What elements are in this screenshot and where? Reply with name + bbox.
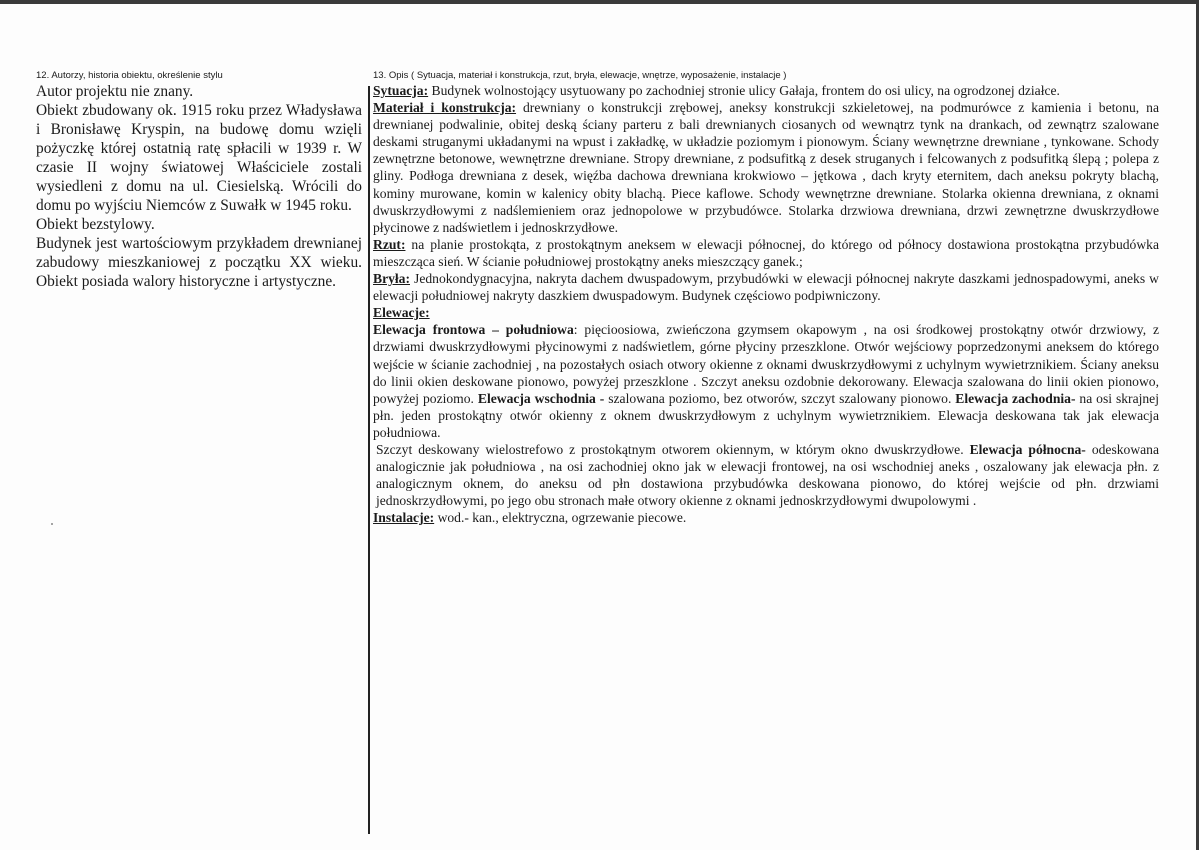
zachodnia-label: Elewacja zachodnia- <box>955 390 1076 406</box>
history-paragraph: Obiekt zbudowany ok. 1915 roku przez Władysława i Bronisławę Kryspin, na budowę domu wzięli pożyczkę której ostatnią ratę spłacili w 1939 r. W czasie II wojny światowej Właściciele zostali wysiedleni z domu na ul. Ciesielską. Wrócili do domu po wyjściu Niemców z Suwałk w 1945 roku. <box>36 102 362 214</box>
instalacje-label: Instalacje: <box>373 510 435 526</box>
bryla-paragraph <box>373 270 1159 304</box>
polnocna-label: Elewacja północna- <box>969 441 1086 457</box>
elewacje-heading <box>373 304 1159 321</box>
sytuacja-label: Sytuacja: <box>373 83 429 98</box>
value-paragraph: Budynek jest wartościowym przykładem drewnianej zabudowy mieszkaniowej z początku XX wieku. Obiekt posiada walory historyczne i artystyczne. <box>36 235 362 290</box>
instalacje-text: wod.- kan., elektryczna, ogrzewanie piecowe. <box>434 510 687 526</box>
sytuacja-paragraph <box>373 82 1159 99</box>
section-12-body <box>36 82 362 291</box>
wschodnia-label: Elewacja wschodnia - <box>477 390 605 406</box>
rzut-paragraph <box>373 236 1159 270</box>
zachodnia-text: na osi skrajnej płn. jeden prostokątny otwór okienny z oknem dwuskrzydłowym z uchylnym wywietrznikiem. Elewacja deskowana tak jak elewacja południowa. <box>373 390 1159 440</box>
instalacje-paragraph <box>373 509 1159 526</box>
scan-top-edge <box>0 0 1199 4</box>
sytuacja-text: Budynek wolnostojący usytuowany po zachodniej stronie ulicy Gałaja, frontem do osi ulicy, na ogrodzonej działce. <box>428 83 1060 98</box>
bryla-text: Jednokondygnacyjna, nakryta dachem dwuspadowym, przybudówki w elewacji północnej nakryte daszkami jednospadowymi, aneks w elewacji południowej nakryty daszkiem dwuspadowym. Budynek częściowo podpiwniczony. <box>373 271 1159 304</box>
elewacje-paragraph <box>373 321 1159 441</box>
section-13-header: 13. Opis ( Sytuacja, materiał i konstrukcja, rzut, bryła, elewacje, wnętrze, wyposażenie, instalacje ) <box>373 70 787 81</box>
style-line: Obiekt bezstylowy. <box>36 216 155 233</box>
elewacje-label: Elewacje: <box>373 305 430 321</box>
material-text: drewniany o konstrukcji zrębowej, aneksy konstrukcji szkieletowej, na podmurówce z kamienia i betonu, na drewnianej podwalinie, obitej deską ściany parteru z bali drewnianych ciosanych od wewnątrz tynk na drankach, od zewnątrz szalowane deskami struganymi układanymi na wpust i zakładkę, w układzie poziomym i pionowym. Ściany wewnętrzne drewniane , tynkowane. Schody zewnętrzne betonowe, wewnętrzne drewniane. Stropy drewniane, z podsufitką z desek struganych i felcowanych z podsufitką ślepą ; polepa z gliny. Podłoga drewniana z desek, więźba dachowa drewniana krokwiowo – jętkowa , dach kryty eternitem, dach aneksu pokryty blachą, kominy murowane, komin w kalenicy obity blachą. Piece kaflowe. Schody wewnętrzne drewniane. Stolarka okienna drewniana, z oknami dwuskrzydłowymi z nadślemieniem oraz jednopolowe w przybudówce. Stolarka drzwiowa drewniana, drzwi zewnętrzne dwuskrzydłowe płycinowe z nadświetlem i jednoskrzydłowe. <box>373 100 1159 235</box>
column-divider <box>368 86 370 834</box>
left-column <box>36 69 362 291</box>
scan-speck <box>51 523 53 525</box>
szczyt-text: Szczyt deskowany wielostrefowo z prostokątnym otworem okiennym, w którym okno dwuskrzydłowe. <box>376 441 970 457</box>
bryla-label: Bryła: <box>373 271 410 287</box>
frontowa-label: Elewacja frontowa – południowa <box>373 322 574 338</box>
rzut-label: Rzut: <box>373 236 406 252</box>
polnocna-text: odeskowana analogicznie jak południowa , na osi zachodniej okno jak w elewacji frontowej, na osi wschodniej aneks , oszalowany jak elewacja płn. z analogicznym oknem, do aneksu od płn dostawiona przybudówka deskowana pionowo, do której wejście od płn. drzwiami jednoskrzydłowymi, po jego obu stronach małe otwory okienne z oknami jednoskrzydłowymi dwupolowymi . <box>376 441 1160 509</box>
frontowa-text: : pięcioosiowa, zwieńczona gzymsem okapowym , na osi środkowej prostokątny otwór drzwiowy, z drzwiami dwuskrzydłowymi płycinowymi z nadświetlem, górne płyciny przeszklone. Otwór wejściowy poprzedzonymi aneksem do którego wejście w ścianie zachodniej , na pozostałych osiach otwory okienne z oknami dwuskrzydłowymi z uchylnym wywietrznikiem. Ściany aneksu do linii okien deskowane pionowo, powyżej przeszklone . Szczyt aneksu ozdobnie dekorowany. Elewacja szalowana do linii okien pionowo, powyżej poziomo. <box>373 322 1159 406</box>
wschodnia-text: szalowana poziomo, bez otworów, szczyt szalowany pionowo. <box>604 390 956 406</box>
szczyt-paragraph <box>373 441 1159 509</box>
material-label: Materiał i konstrukcja: <box>373 100 517 116</box>
section-12-header: 12. Autorzy, historia obiektu, określenie stylu <box>36 70 223 81</box>
material-paragraph <box>373 99 1159 236</box>
section-13-body <box>373 82 1159 526</box>
right-column <box>373 69 1159 526</box>
rzut-text: na planie prostokąta, z prostokątnym aneksem w elewacji północnej, do którego od północy dostawiona prostokątna przybudówka mieszcząca sień. W ścianie południowej prostokątny aneks mieszczący ganek.; <box>373 236 1159 269</box>
author-line: Autor projektu nie znany. <box>36 83 194 100</box>
